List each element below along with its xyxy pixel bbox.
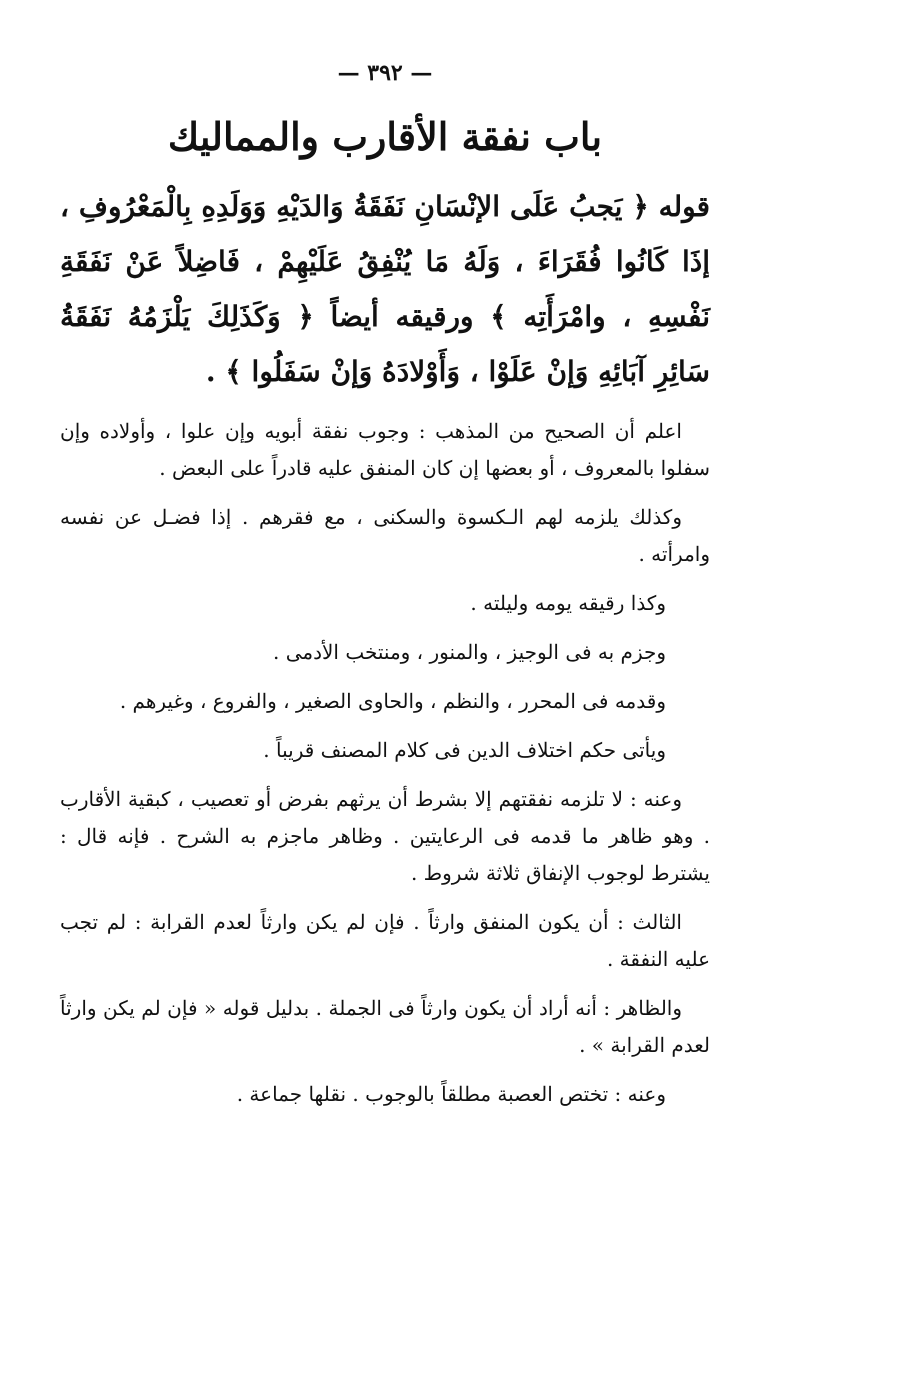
book-page (60, 60, 710, 1125)
paragraph-5: وقدمه فى المحرر ، والنظم ، والحاوى الصغير ، والفروع ، وغيرهم . (119, 689, 666, 714)
paragraph-1: اعلم أن الصحيح من المذهب : وجوب نفقة أبويه وإن علوا ، وأولاده وإن سفلوا بالمعروف ، أو بعضها إن كان المنفق عليه قادراً على البعض . (60, 419, 710, 481)
paragraph-8: الثالث : أن يكون المنفق وارثاً . فإن لم يكن وارثاً لعدم القرابة : لم تجب عليه النفقة . (60, 910, 710, 972)
paragraph-10: وعنه : تختص العصبة مطلقاً بالوجوب . نقلها جماعة . (236, 1082, 666, 1107)
matn-text: قوله ﴿ يَجبُ عَلَى الإنْسَانِ نَفَقَةُ وَالدَيْهِ وَوَلَدِهِ بِالْمَعْرُوفِ ، إذَا كَانُوا فُقَرَاءَ ، وَلَهُ مَا يُنْفِقُ عَلَيْهِمْ ، فَاضِلاً عَنْ نَفَقَةِ نَفْسِهِ ، وامْرَأَتِه ﴾ ورقيقه أيضاً ﴿ وَكَذَلِكَ يَلْزَمُهُ نَفَقَةُ سَائِرِ آبَائِهِ وَإنْ عَلَوْا ، وَأَوْلادَهُ وَإنْ سَفَلُوا ﴾ . (60, 190, 711, 389)
paragraph-3: وكذا رقيقه يومه وليلته . (470, 591, 666, 616)
paragraph-4: وجزم به فى الوجيز ، والمنور ، ومنتخب الأدمى . (273, 640, 666, 665)
paragraph-6: ويأتى حكم اختلاف الدين فى كلام المصنف قريباً . (263, 738, 666, 763)
paragraph-7: وعنه : لا تلزمه نفقتهم إلا بشرط أن يرثهم بفرض أو تعصيب ، كبقية الأقارب . وهو ظاهر ما قدمه فى الرعايتين . وظاهر ماجزم به الشرح . فإنه قال : يشترط لوجوب الإنفاق ثلاثة شروط . (60, 787, 710, 886)
paragraph-2: وكذلك يلزمه لهم الـكسوة والسكنى ، مع فقرهم . إذا فضـل عن نفسه وامرأته . (60, 505, 710, 567)
paragraph-9: والظاهر : أنه أراد أن يكون وارثاً فى الجملة . بدليل قوله « فإن لم يكن وارثاً لعدم القرابة » . (60, 996, 710, 1058)
page-number: — ٣٩٢ — (337, 60, 433, 86)
chapter-title: باب نفقة الأقارب والمماليك (167, 114, 603, 159)
